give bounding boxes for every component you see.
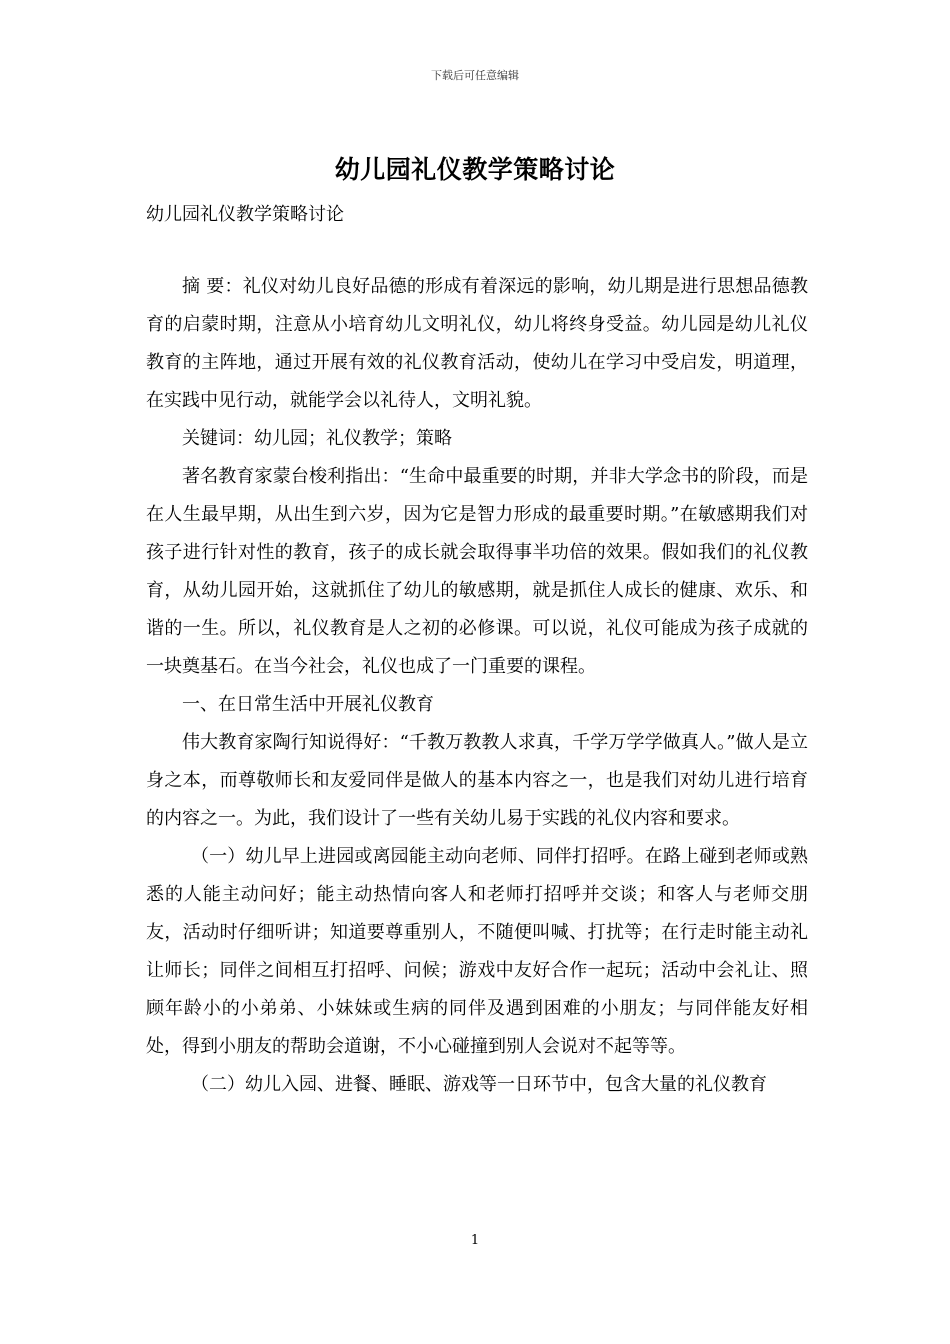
body-paragraph: 著名教育家蒙台梭利指出：“生命中最重要的时期，并非大学念书的阶段，而是在人生最早期，从出生到六岁，因为它是智力形成的最重要时期。”在敏感期我们对孩子进行针对性的教育，孩子的成长就会取得事半功倍的效果。假如我们的礼仪教育，从幼儿园开始，这就抓住了幼儿的敏感期，就是抓住人成长的健康、欢乐、和谐的一生。所以，礼仪教育是人之初的必修课。可以说，礼仪可能成为孩子成就的一块奠基石。在当今社会，礼仪也成了一门重要的课程。 [146,466,808,677]
section-heading: 一、在日常生活中开展礼仪教育 [182,694,434,715]
body-paragraph: 伟大教育家陶行知说得好：“千教万教教人求真，千学万学学做真人。”做人是立身之本，而尊敬师长和友爱同伴是做人的基本内容之一，也是我们对幼儿进行培育的内容之一。为此，我们设计了一些有关幼儿易于实践的礼仪内容和要求。 [146,732,808,829]
abstract-paragraph: 摘 要：礼仪对幼儿良好品德的形成有着深远的影响，幼儿期是进行思想品德教育的启蒙时期，注意从小培育幼儿文明礼仪，幼儿将终身受益。幼儿园是幼儿礼仪教育的主阵地，通过开展有效的礼仪教育活动，使幼儿在学习中受启发，明道理，在实践中见行动，就能学会以礼待人，文明礼貌。 [146,276,808,411]
document-subtitle: 幼儿园礼仪教学策略讨论 [146,204,344,225]
document-body [146,268,808,1104]
header-note: 下载后可任意编辑 [431,69,519,82]
page-number: 1 [470,1233,480,1248]
body-paragraph: （一）幼儿早上进园或离园能主动向老师、同伴打招呼。在路上碰到老师或熟悉的人能主动问好；能主动热情向客人和老师打招呼并交谈；和客人与老师交朋友，活动时仔细听讲；知道要尊重别人，不随便叫喊、打扰等；在行走时能主动礼让师长；同伴之间相互打招呼、问候；游戏中友好合作一起玩；活动中会礼让、照顾年龄小的小弟弟、小妹妹或生病的同伴及遇到困难的小朋友；与同伴能友好相处，得到小朋友的帮助会道谢，不小心碰撞到别人会说对不起等等。 [146,846,808,1057]
document-title: 幼儿园礼仪教学策略讨论 [334,155,616,184]
keywords-paragraph: 关键词：幼儿园；礼仪教学；策略 [182,428,452,449]
body-paragraph: （二）幼儿入园、进餐、睡眠、游戏等一日环节中，包含大量的礼仪教育 [191,1074,767,1095]
